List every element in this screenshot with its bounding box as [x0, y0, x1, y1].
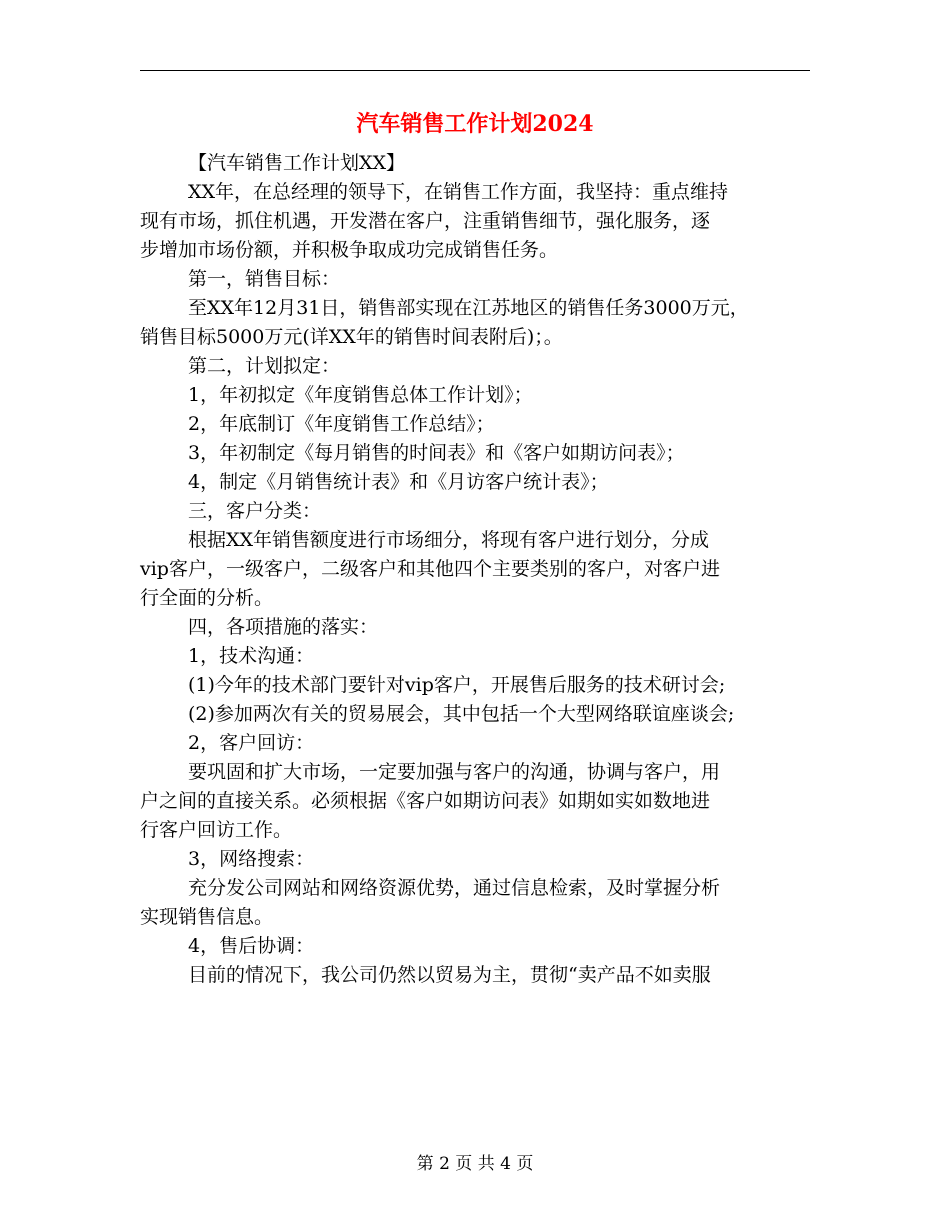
header-rule	[140, 70, 810, 71]
body-line: 第一，销售目标：	[188, 268, 341, 290]
body-line: 2，客户回访：	[188, 732, 315, 754]
body-line: 充分发公司网站和网络资源优势，通过信息检索，及时掌握分析	[188, 877, 721, 899]
body-line: 行客户回访工作。	[140, 819, 293, 841]
body-line: 【汽车销售工作计划XX】	[188, 152, 406, 174]
document-title: 汽车销售工作计划2024	[356, 111, 594, 137]
body-line: 3，年初制定《每月销售的时间表》和《客户如期访问表》；	[188, 442, 685, 464]
body-line: 4，售后协调：	[188, 935, 315, 957]
body-line: 第二，计划拟定：	[188, 355, 341, 377]
body-line: vip客户，一级客户，二级客户和其他四个主要类别的客户，对客户进	[140, 558, 720, 580]
body-line: 销售目标5000万元(详XX年的销售时间表附后)；。	[140, 326, 563, 348]
body-line: 三，客户分类：	[188, 500, 322, 522]
body-line: 实现销售信息。	[140, 906, 274, 928]
body-line: XX年，在总经理的领导下，在销售工作方面，我坚持：重点维持	[188, 181, 729, 203]
body-line: 四，各项措施的落实：	[188, 616, 379, 638]
body-line: 3，网络搜索：	[188, 848, 315, 870]
body-line: 4，制定《月销售统计表》和《月访客户统计表》；	[188, 471, 609, 493]
body-line: (2)参加两次有关的贸易展会，其中包括一个大型网络联谊座谈会;	[188, 703, 735, 725]
body-line: 2，年底制订《年度销售工作总结》；	[188, 413, 495, 435]
page-footer: 第 2 页 共 4 页	[416, 1154, 534, 1174]
body-line: 1，年初拟定《年度销售总体工作计划》；	[188, 384, 533, 406]
body-line: 至XX年12月31日，销售部实现在江苏地区的销售任务3000万元，	[188, 297, 749, 319]
body-line: 目前的情况下，我公司仍然以贸易为主，贯彻“卖产品不如卖服	[188, 964, 711, 986]
body-line: 行全面的分析。	[140, 587, 274, 609]
document-body	[140, 149, 820, 990]
body-line: 要巩固和扩大市场，一定要加强与客户的沟通，协调与客户，用	[188, 761, 721, 783]
body-line: 步增加市场份额，并积极争取成功完成销售任务。	[140, 239, 559, 261]
body-line: 现有市场，抓住机遇，开发潜在客户，注重销售细节，强化服务，逐	[140, 210, 711, 232]
body-line: 根据XX年销售额度进行市场细分，将现有客户进行划分，分成	[188, 529, 710, 551]
body-line: 户之间的直接关系。必须根据《客户如期访问表》如期如实如数地进	[140, 790, 711, 812]
body-line: (1)今年的技术部门要针对vip客户，开展售后服务的技术研讨会;	[188, 674, 726, 696]
body-line: 1，技术沟通：	[188, 645, 315, 667]
